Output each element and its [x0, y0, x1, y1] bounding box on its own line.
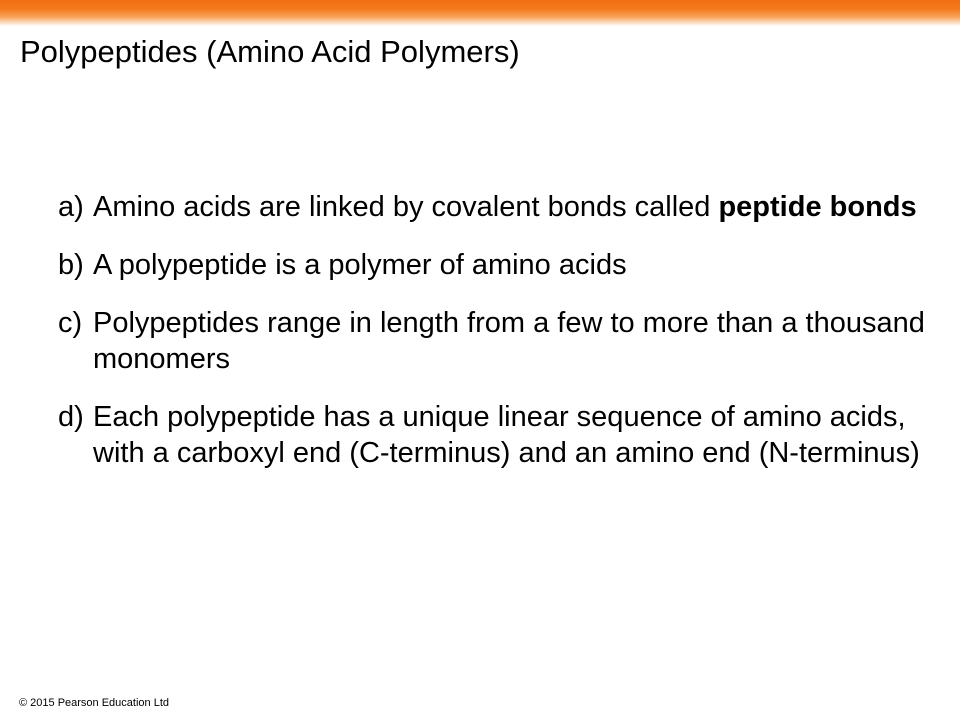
bullet-marker: c): [58, 307, 83, 339]
bullet-item-d: [58, 399, 938, 471]
bullet-item-c: [58, 305, 938, 377]
copyright-footer: © 2015 Pearson Education Ltd: [19, 697, 169, 709]
bullet-item-b: [58, 247, 938, 283]
bullet-item-a: [58, 189, 938, 225]
bullet-text: Each polypeptide has a unique linear sequence of amino acids, with a carboxyl end (C-terminus) and an amino end (N-terminus): [93, 401, 920, 469]
bullet-text-plain: Amino acids are linked by covalent bonds called: [93, 191, 719, 223]
bullet-marker: d): [58, 401, 84, 433]
accent-bar: [0, 0, 960, 26]
bullet-list: [58, 189, 938, 493]
bullet-text-bold: peptide bonds: [718, 191, 917, 223]
bullet-text: A polypeptide is a polymer of amino acids: [93, 249, 627, 281]
slide-title: Polypeptides (Amino Acid Polymers): [20, 34, 520, 69]
bullet-text: Polypeptides range in length from a few to more than a thousand monomers: [93, 307, 925, 375]
bullet-marker: a): [58, 191, 84, 223]
bullet-text: [93, 189, 938, 225]
bullet-marker: b): [58, 249, 84, 281]
